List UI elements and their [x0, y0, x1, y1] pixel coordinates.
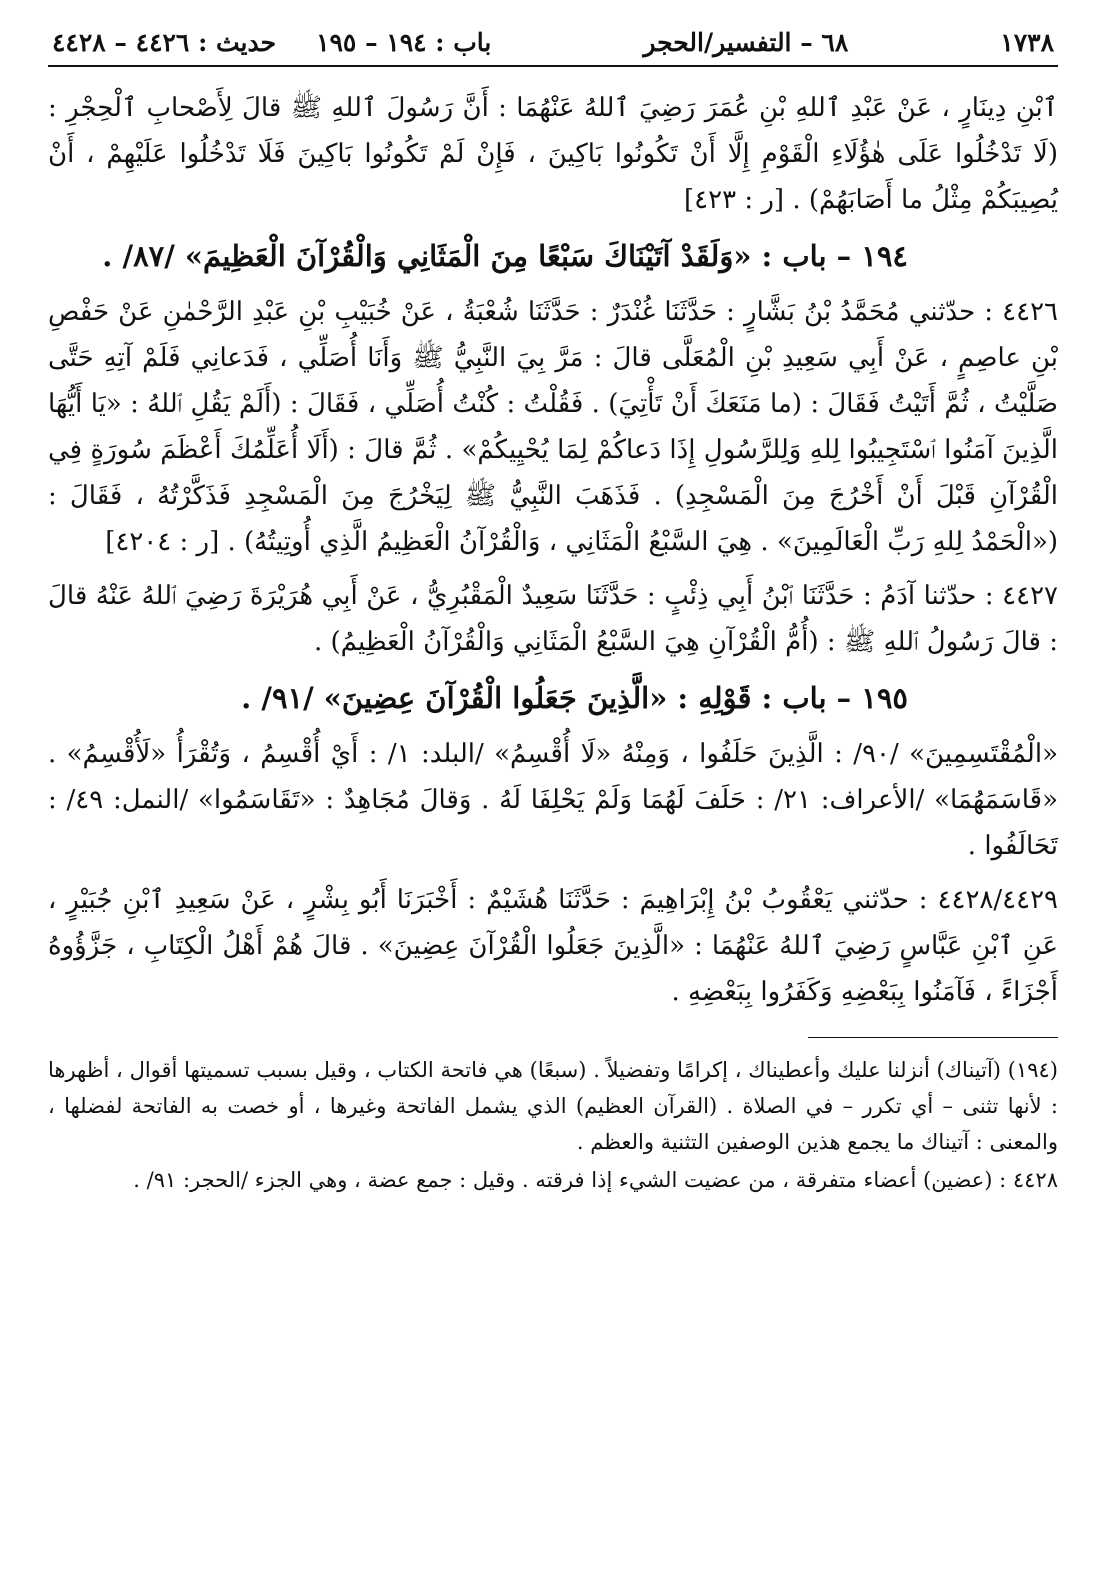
hadith-4426: ٤٤٢٦ : حدّثني مُحَمَّدُ بْنُ بَشَّارٍ : حَدَّثَنَا غُنْدَرٌ : حَدَّثَنَا شُعْبَةُ ، عَنْ خُبَيْبِ بْنِ عَبْدِ الرَّحْمٰنِ عَنْ حَفْصِ بْنِ عاصِمٍ ، عَنْ أَبِي سَعِيدِ بْنِ الْمُعَلَّى قالَ : مَرَّ بِيَ النَّبِيُّ ﷺ وَأَنَا أُصَلِّي ، فَدَعانِي فَلَمْ آتِهِ حَتَّى صَلَّيْتُ ، ثُمَّ أَتَيْتُ فَقَالَ : (ما مَنَعَكَ أَنْ تَأْتِيَ) . فَقُلْتُ : كُنْتُ أُصَلِّي ، فَقَالَ : (أَلَمْ يَقُلِ ٱللهُ : «يَا أَيُّهَا الَّذِينَ آمَنُوا ٱسْتَجِيبُوا لِلهِ وَلِلرَّسُولِ إِذَا دَعاكُمْ لِمَا يُحْيِيكُمْ» . ثُمَّ قالَ : (أَلَا أُعَلِّمُكَ أَعْظَمَ سُورَةٍ فِي الْقُرْآنِ قَبْلَ أَنْ أَخْرُجَ مِنَ الْمَسْجِدِ) . فَذَهَبَ النَّبِيُّ ﷺ لِيَخْرُجَ مِنَ الْمَسْجِدِ فَذَكَّرْتُهُ ، فَقَالَ : («الْحَمْدُ لِلهِ رَبِّ الْعَالَمِينَ» . هِيَ السَّبْعُ الْمَثَانِي ، وَالْقُرْآنُ الْعَظِيمُ الَّذِي أُوتِيتُهُ) . [ر : ٤٢٠٤] [48, 297, 1058, 557]
header-ranges [52, 28, 491, 57]
chapter-heading-194: ١٩٤ – باب : «وَلَقَدْ آتَيْنَاكَ سَبْعًا مِنَ الْمَثَانِي وَالْقُرْآنَ الْعَظِيمَ» /٨٧/ . [102, 239, 908, 273]
hadith-4427: ٤٤٢٧ : حدّثنا آدَمُ : حَدَّثَنَا ٱبْنُ أَبِي ذِئْبٍ : حَدَّثَنَا سَعِيدٌ الْمَقْبُرِيُّ ، عَنْ أَبِي هُرَيْرَةَ رَضِيَ ٱللهُ عَنْهُ قالَ : قالَ رَسُولُ ٱللهِ ﷺ : (أُمُّ الْقُرْآنِ هِيَ السَّبْعُ الْمَثَانِي وَالْقُرْآنُ الْعَظِيمُ) . [48, 581, 1059, 657]
paragraph-continuation: ٱبْنِ دِينَارٍ ، عَنْ عَبْدِ ٱللهِ بْنِ عُمَرَ رَضِيَ ٱللهُ عَنْهُمَا : أَنَّ رَسُولَ ٱللهِ ﷺ قالَ لِأَصْحابِ ٱلْحِجْرِ : (لَا تَدْخُلُوا عَلَى هٰؤُلَاءِ الْقَوْمِ إِلَّا أَنْ تَكُونُوا بَاكِينَ ، فَإِنْ لَمْ تَكُونُوا بَاكِينَ فَلَا تَدْخُلُوا عَلَيْهِمْ ، أَنْ يُصِيبَكُمْ مِثْلُ ما أَصَابَهُمْ) . [ر : ٤٢٣] [48, 93, 1058, 215]
document-page [48, 28, 1058, 1568]
hadith-range: حديث : ٤٤٢٦ – ٤٤٢٨ [52, 28, 277, 57]
chapter-heading-195: ١٩٥ – باب : قَوْلِهِ : «الَّذِينَ جَعَلُوا الْقُرْآنَ عِضِينَ» /٩١/ . [241, 681, 908, 715]
footnote-194: (١٩٤) (آتيناك) أنزلنا عليك وأعطيناك ، إكرامًا وتفضيلاً . (سبعًا) هي فاتحة الكتاب ، وقيل بسبب تسميتها أقوال ، أظهرها : لأنها تثنى – أي تكرر – في الصلاة . (القرآن العظيم) الذي يشمل الفاتحة وغيرها ، أو خصت به الفاتحة لفضلها ، والمعنى : آتيناك ما يجمع هذين الوصفين التثنية والعظم . [48, 1058, 1058, 1154]
hadith-4428: ٤٤٢٨/٤٤٢٩ : حدّثني يَعْقُوبُ بْنُ إِبْرَاهِيمَ : حَدَّثَنَا هُشَيْمٌ : أَخْبَرَنَا أَبُو بِشْرٍ ، عَنْ سَعِيدِ ٱبْنِ جُبَيْرٍ ، عَنِ ٱبْنِ عَبَّاسٍ رَضِيَ ٱللهُ عَنْهُمَا : «الَّذِينَ جَعَلُوا الْقُرْآنَ عِضِينَ» . قالَ هُمْ أَهْلُ الْكِتَابِ ، جَزَّؤُوهُ أَجْزَاءً ، فَآمَنُوا بِبَعْضِهِ وَكَفَرُوا بِبَعْضِهِ . [48, 885, 1058, 1007]
running-header [48, 28, 1058, 65]
footnote-4428: ٤٤٢٨ : (عضين) أعضاء متفرقة ، من عضيت الشيء إذا فرقته . وقيل : جمع عضة ، وهي الجزء /الحجر: ٩١/ . [133, 1168, 1058, 1192]
footnotes [48, 1052, 1058, 1198]
bab-range: باب : ١٩٤ – ١٩٥ [316, 28, 492, 57]
commentary-paragraph: «الْمُقْتَسِمِينَ» /٩٠/ : الَّذِينَ حَلَفُوا ، وَمِنْهُ «لَا أُقْسِمُ» /البلد: ١/ : أَيْ أُقْسِمُ ، وَتُقْرَأُ «لَأُقْسِمُ» . «قَاسَمَهُمَا» /الأعراف: ٢١/ : حَلَفَ لَهُمَا وَلَمْ يَحْلِفَا لَهُ . وَقالَ مُجَاهِدٌ : «تَقَاسَمُوا» /النمل: ٤٩/ : تَحَالَفُوا . [48, 739, 1058, 861]
book-title: ٦٨ – التفسير/الحجر [643, 28, 849, 57]
main-text [48, 85, 1058, 1015]
header-divider [48, 65, 1058, 67]
footnote-divider [808, 1037, 1058, 1038]
page-number: ١٧٣٨ [1000, 28, 1054, 57]
